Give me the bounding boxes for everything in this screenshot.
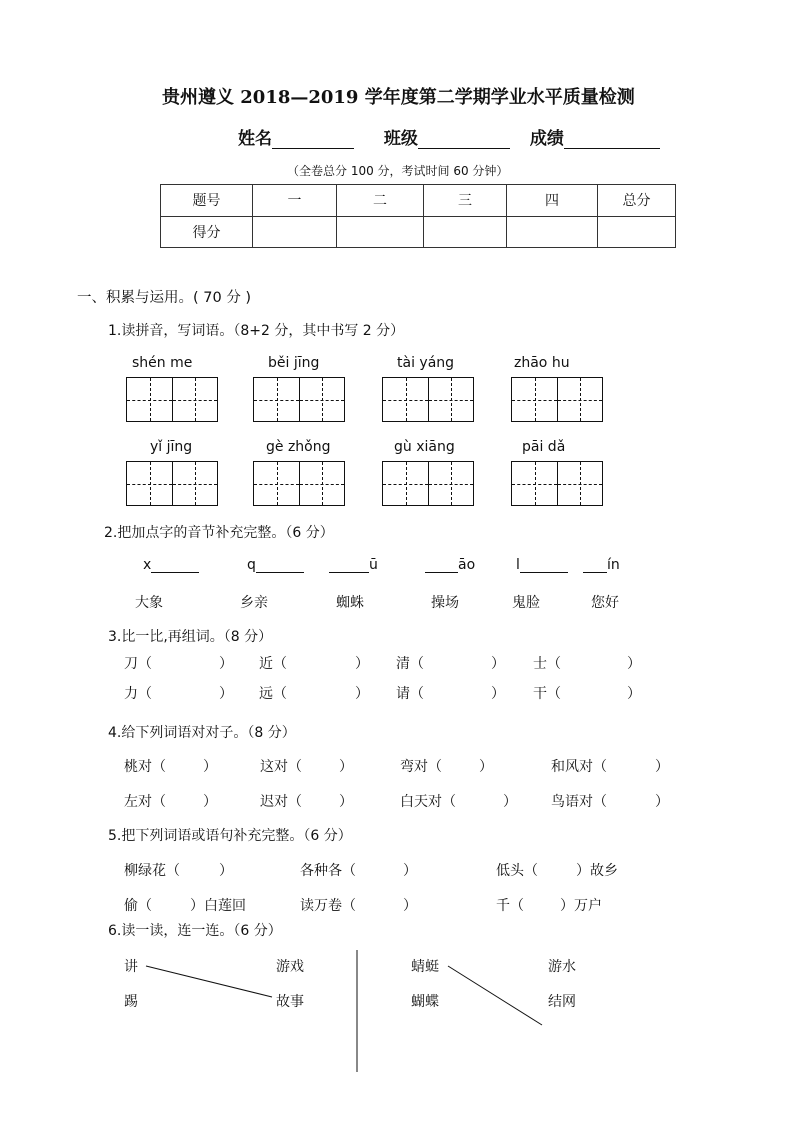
- paren-close: ）: [355, 686, 369, 702]
- pinyin-label: gù xiāng: [394, 439, 455, 455]
- dotted-word: 鬼脸: [512, 595, 540, 611]
- couplet-prompt: 迟对（: [260, 794, 302, 810]
- paren-close: ）: [203, 794, 217, 810]
- paren-close: ）: [491, 686, 505, 702]
- paren-close: ）: [403, 863, 417, 879]
- fill-suffix: ）万户: [560, 898, 602, 914]
- section-title: 一、积累与运用。( 70 分 ): [77, 290, 252, 306]
- exam-title: 贵州遵义 2018—2019 学年度第二学期学业水平质量检测: [162, 87, 635, 108]
- table-cell: 四: [507, 185, 598, 217]
- paren-close: ）: [479, 759, 493, 775]
- fill-suffix: ）白莲回: [190, 898, 246, 914]
- compare-char: 干（: [533, 686, 561, 702]
- pinyin-label: pāi dǎ: [522, 439, 566, 455]
- compare-char: 清（: [396, 656, 424, 672]
- couplet-prompt: 白天对（: [400, 794, 456, 810]
- table-cell: 总分: [598, 185, 676, 217]
- question-2-title: 2.把加点字的音节补充完整。（6 分）: [104, 525, 334, 541]
- pinyin-label: běi jīng: [268, 355, 320, 371]
- exam-note: （全卷总分 100 分，考试时间 60 分钟）: [287, 164, 509, 178]
- match-line: [146, 966, 272, 997]
- paren-close: ）: [655, 794, 669, 810]
- match-left-item[interactable]: 蝴蝶: [411, 994, 439, 1010]
- fill-prompt: 低头（: [496, 863, 538, 879]
- pinyin-label: gè zhǒng: [266, 439, 331, 455]
- paren-close: ）: [219, 656, 233, 672]
- syllable-text: x: [143, 557, 152, 573]
- question-5-title: 5.把下列词语或语句补充完整。（6 分）: [108, 828, 352, 844]
- paren-close: ）: [627, 656, 641, 672]
- table-cell: 一: [253, 185, 337, 217]
- syllable-text: ū: [369, 557, 378, 573]
- table-cell: 题号: [161, 185, 253, 217]
- match-right-item[interactable]: 游水: [548, 959, 576, 975]
- syllable-text: āo: [458, 557, 476, 573]
- compare-char: 士（: [533, 656, 561, 672]
- syllable-text: q: [247, 557, 256, 573]
- fill-prompt: 柳绿花（: [124, 863, 180, 879]
- couplet-prompt: 和风对（: [551, 759, 607, 775]
- score-label: 成绩: [529, 129, 564, 149]
- compare-char: 力（: [124, 686, 152, 702]
- match-left-item[interactable]: 蜻蜓: [411, 959, 439, 975]
- fill-suffix: ）故乡: [576, 863, 618, 879]
- couplet-prompt: 鸟语对（: [551, 794, 607, 810]
- paren-close: ）: [655, 759, 669, 775]
- question-1-title: 1.读拼音，写词语。（8+2 分，其中书写 2 分）: [108, 323, 405, 339]
- paren-close: ）: [503, 794, 517, 810]
- name-label: 姓名: [238, 129, 272, 149]
- fill-prompt: 读万卷（: [300, 898, 356, 914]
- paren-close: ）: [339, 794, 353, 810]
- table-cell: 二: [337, 185, 424, 217]
- pinyin-label: yǐ jīng: [150, 439, 193, 455]
- paren-close: ）: [203, 759, 217, 775]
- pinyin-label: tài yáng: [397, 355, 455, 371]
- compare-char: 刀（: [124, 656, 152, 672]
- syllable-text: l: [516, 557, 520, 573]
- fill-prompt: 千（: [496, 898, 524, 914]
- fill-prompt: 各种各（: [300, 863, 356, 879]
- paren-close: ）: [219, 686, 233, 702]
- compare-char: 远（: [259, 686, 287, 702]
- paren-close: ）: [491, 656, 505, 672]
- pinyin-label: zhāo hu: [514, 355, 570, 371]
- dotted-word: 大象: [135, 595, 163, 611]
- question-3-title: 3.比一比,再组词。（8 分）: [108, 629, 273, 645]
- question-6-title: 6.读一读，连一连。（6 分）: [108, 923, 282, 939]
- dotted-word: 操场: [431, 595, 459, 611]
- couplet-prompt: 左对（: [124, 794, 166, 810]
- compare-char: 请（: [396, 686, 424, 702]
- couplet-prompt: 这对（: [260, 759, 302, 775]
- match-left-item[interactable]: 踢: [124, 994, 138, 1010]
- compare-char: 近（: [259, 656, 287, 672]
- table-cell: 三: [424, 185, 507, 217]
- match-right-item[interactable]: 故事: [276, 994, 304, 1010]
- question-4-title: 4.给下列词语对对子。（8 分）: [108, 725, 296, 741]
- paren-close: ）: [403, 898, 417, 914]
- syllable-text: ín: [607, 557, 620, 573]
- match-right-item[interactable]: 游戏: [276, 959, 304, 975]
- couplet-prompt: 桃对（: [124, 759, 166, 775]
- match-line: [448, 966, 542, 1025]
- match-right-item[interactable]: 结网: [548, 994, 576, 1010]
- dotted-word: 乡亲: [240, 595, 268, 611]
- paren-close: ）: [219, 863, 233, 879]
- paren-close: ）: [355, 656, 369, 672]
- table-cell: 得分: [161, 216, 253, 248]
- fill-prompt: 偷（: [124, 898, 152, 914]
- pinyin-label: shén me: [132, 355, 193, 371]
- paren-close: ）: [627, 686, 641, 702]
- couplet-prompt: 弯对（: [400, 759, 442, 775]
- dotted-word: 蜘蛛: [336, 595, 364, 611]
- paren-close: ）: [339, 759, 353, 775]
- match-left-item[interactable]: 讲: [124, 959, 138, 975]
- class-label: 班级: [383, 129, 418, 149]
- dotted-word: 您好: [591, 595, 619, 611]
